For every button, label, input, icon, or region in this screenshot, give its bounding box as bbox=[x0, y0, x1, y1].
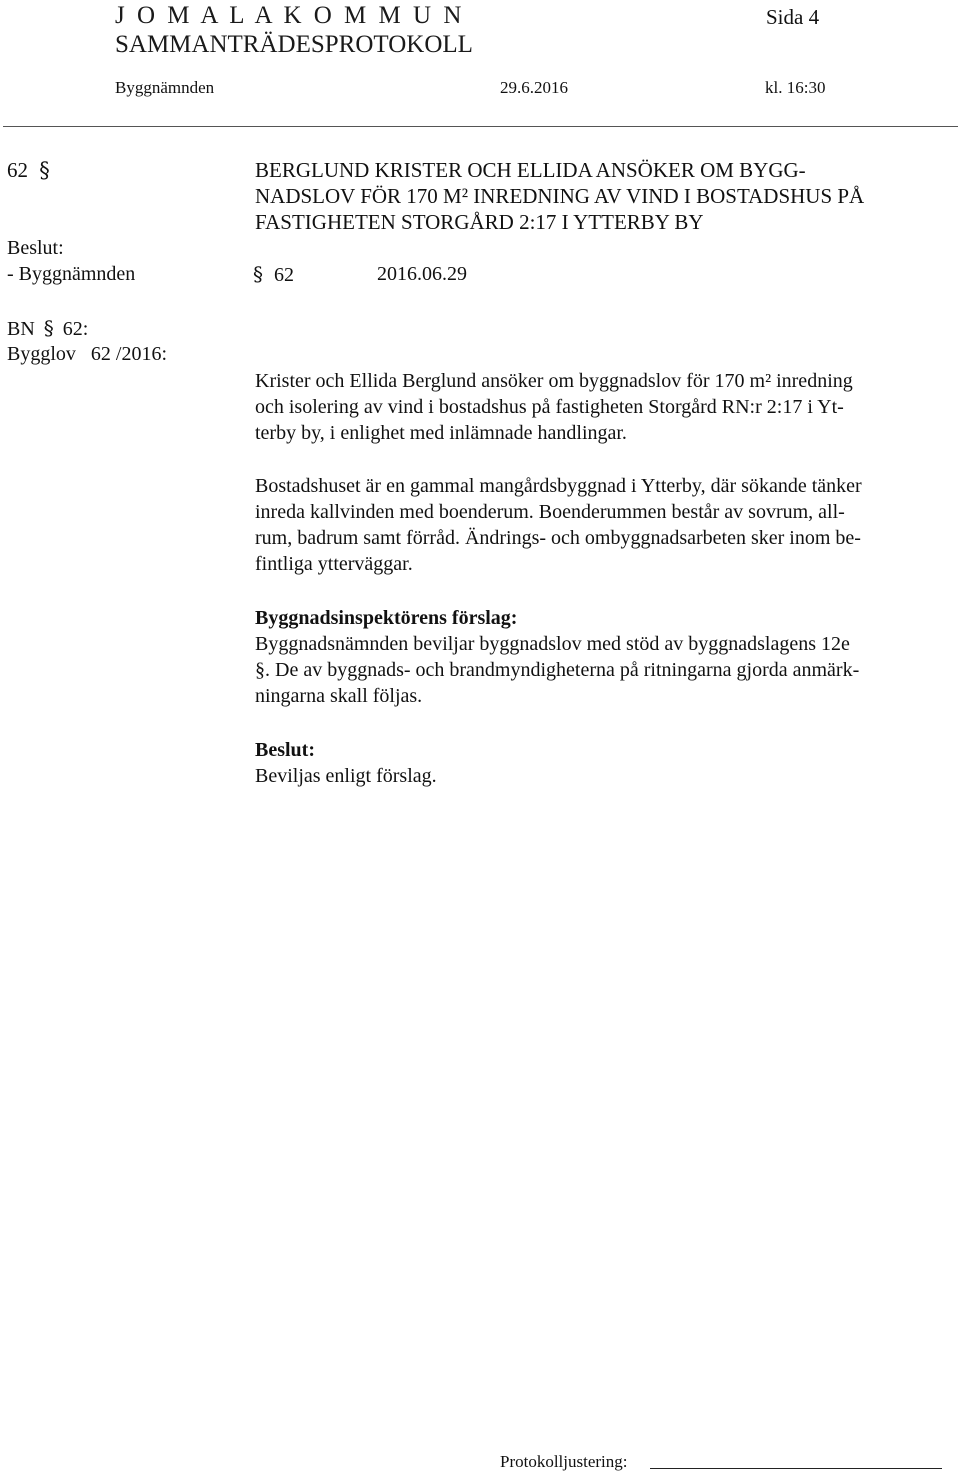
para2-line-2: inreda kallvinden med boenderum. Boenderummen består av sovrum, all- bbox=[255, 501, 845, 523]
history-entry-number: 62 bbox=[274, 264, 294, 286]
history-entry-ref bbox=[253, 261, 294, 288]
protocol-adjustment-label: Protokolljustering: bbox=[500, 1452, 628, 1471]
para1-line-3: terby by, i enlighet med inlämnade handlingar. bbox=[255, 422, 627, 444]
section-symbol: § bbox=[43, 316, 54, 340]
section-symbol: § bbox=[39, 158, 50, 182]
signature-line bbox=[650, 1468, 942, 1469]
history-entry-body: - Byggnämnden bbox=[7, 263, 136, 285]
bn-prefix: BN bbox=[7, 318, 35, 340]
proposal-heading: Byggnadsinspektörens förslag: bbox=[255, 607, 518, 629]
meeting-time: kl. 16:30 bbox=[765, 78, 826, 97]
page-number: Sida 4 bbox=[766, 5, 820, 29]
item-number bbox=[7, 157, 50, 183]
para1-line-2: och isolering av vind i bostadshus på fastigheten Storgård RN:r 2:17 i Yt- bbox=[255, 396, 844, 418]
para2-line-4: fintliga ytterväggar. bbox=[255, 553, 413, 575]
municipality-name: J O M A L A K O M M U N bbox=[115, 2, 465, 29]
item-title-line-1: BERGLUND KRISTER OCH ELLIDA ANSÖKER OM BYGG- bbox=[255, 158, 806, 182]
item-title-line-3: FASTIGHETEN STORGÅRD 2:17 I YTTERBY BY bbox=[255, 210, 704, 234]
protocol-title: SAMMANTRÄDESPROTOKOLL bbox=[115, 31, 473, 58]
decision-text: Beviljas enligt förslag. bbox=[255, 765, 437, 787]
item-number-value: 62 bbox=[7, 158, 28, 182]
meeting-body: Byggnämnden bbox=[115, 78, 215, 97]
decision-heading: Beslut: bbox=[255, 739, 315, 761]
para2-line-1: Bostadshuset är en gammal mangårdsbyggnad i Ytterby, där sökande tänker bbox=[255, 475, 862, 497]
para1-line-1: Krister och Ellida Berglund ansöker om byggnadslov för 170 m² inredning bbox=[255, 370, 853, 392]
bygglov-prefix: Bygglov bbox=[7, 343, 76, 365]
proposal-line-3: ningarna skall följas. bbox=[255, 685, 423, 707]
proposal-line-1: Byggnadsnämnden beviljar byggnadslov med stöd av byggnadslagens 12e bbox=[255, 633, 850, 655]
proposal-line-2: §. De av byggnads- och brandmyndigheterna på ritningarna gjorda anmärk- bbox=[255, 659, 860, 681]
history-beslut-label: Beslut: bbox=[7, 237, 64, 259]
section-symbol: § bbox=[253, 262, 263, 286]
bygglov-reference bbox=[7, 341, 167, 367]
history-entry-date: 2016.06.29 bbox=[377, 263, 467, 285]
bygglov-suffix: 62 /2016: bbox=[90, 343, 168, 365]
header-divider bbox=[3, 126, 958, 127]
bn-suffix: 62: bbox=[62, 318, 89, 340]
meeting-date: 29.6.2016 bbox=[500, 78, 568, 97]
bn-reference bbox=[7, 315, 88, 342]
item-title-line-2: NADSLOV FÖR 170 M² INREDNING AV VIND I BOSTADSHUS PÅ bbox=[255, 184, 865, 208]
para2-line-3: rum, badrum samt förråd. Ändrings- och ombyggnadsarbeten sker inom be- bbox=[255, 527, 861, 549]
